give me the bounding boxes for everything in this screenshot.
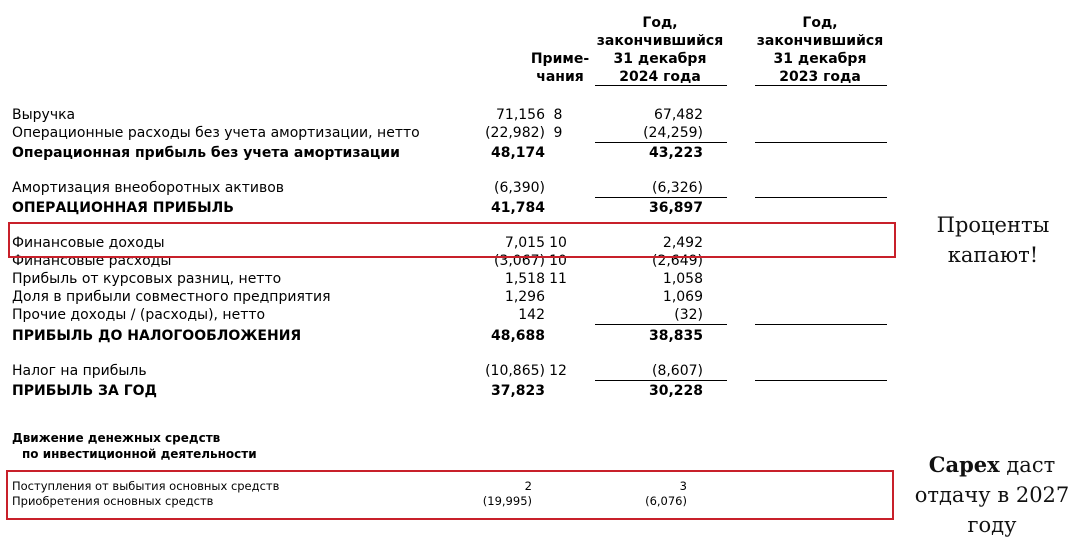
- value-2023: 38,835: [648, 328, 703, 344]
- row-label: ПРИБЫЛЬ ДО НАЛОГООБЛОЖЕНИЯ: [12, 328, 302, 344]
- row-revenue: [0, 106, 900, 124]
- notes-header-line: Приме-: [530, 51, 590, 67]
- subtotal-line: [755, 380, 887, 381]
- col-header-line: 2024 года: [619, 69, 701, 85]
- subtotal-line: [595, 324, 727, 325]
- annotation-interest: [918, 210, 1068, 270]
- row-pbt: [0, 327, 900, 345]
- row-note: 11: [549, 271, 567, 287]
- value-2023: (6,326): [651, 180, 703, 196]
- row-net-profit: [0, 382, 900, 400]
- value-2023: 36,897: [648, 200, 703, 216]
- row-note: 10: [549, 253, 567, 269]
- row-other: [0, 306, 900, 324]
- value-2023: 30,228: [648, 383, 703, 399]
- annotation-line: году: [967, 513, 1017, 537]
- row-label: Доля в прибыли совместного предприятия: [12, 289, 331, 305]
- row-depreciation: [0, 179, 900, 197]
- row-note: 8: [553, 107, 563, 123]
- header-underline: [755, 85, 887, 86]
- annotation-line: Проценты: [936, 213, 1050, 237]
- value-2024: 41,784: [490, 200, 545, 216]
- row-label: Поступления от выбытия основных средств: [12, 479, 280, 493]
- header-underline: [595, 85, 727, 86]
- highlight-finance-income: [8, 222, 896, 258]
- value-2023: 43,223: [648, 145, 703, 161]
- annotation-capex-word: Capex: [928, 452, 1000, 477]
- value-2023: 67,482: [654, 107, 703, 123]
- row-note: 12: [549, 363, 567, 379]
- row-label: Операционная прибыль без учета амортизации: [12, 145, 400, 161]
- subtotal-line: [595, 142, 727, 143]
- value-2024: (10,865): [485, 363, 545, 379]
- row-label: Приобретения основных средств: [12, 494, 214, 508]
- value-2024: 1,518: [504, 271, 545, 287]
- cashflow-title-line: Движение денежных средств: [12, 431, 221, 445]
- value-2024: 2: [524, 479, 532, 493]
- row-operating-profit: [0, 199, 900, 217]
- row-label: Налог на прибыль: [12, 363, 147, 379]
- col-2024-header: [585, 14, 735, 86]
- notes-header-line: чания: [536, 69, 584, 85]
- row-oibda: [0, 144, 900, 162]
- value-2023: (32): [674, 307, 703, 323]
- value-2023: 3: [679, 479, 687, 493]
- row-label: Выручка: [12, 107, 76, 123]
- value-2024: 1,296: [504, 289, 545, 305]
- value-2023: 1,069: [662, 289, 703, 305]
- value-2024: 142: [518, 307, 545, 323]
- subtotal-line: [755, 142, 887, 143]
- row-tax: [0, 362, 900, 380]
- subtotal-line: [595, 197, 727, 198]
- row-note: 9: [553, 125, 563, 141]
- value-2023: (8,607): [651, 363, 703, 379]
- row-fx-gain: [0, 270, 900, 288]
- row-jv-share: [0, 288, 900, 306]
- col-header-line: закончившийся: [596, 33, 724, 49]
- row-label: ПРИБЫЛЬ ЗА ГОД: [12, 383, 157, 399]
- col-header-line: закончившийся: [756, 33, 884, 49]
- cashflow-title-line: по инвестиционной деятельности: [22, 447, 257, 461]
- col-header-line: 2023 года: [779, 69, 861, 85]
- col-header-line: 31 декабря: [613, 51, 707, 67]
- value-2024: (22,982): [485, 125, 545, 141]
- annotation-capex: [908, 450, 1076, 540]
- col-header-line: Год,: [802, 15, 838, 31]
- annotation-line: отдачу в 2027: [914, 483, 1070, 507]
- row-label: Прочие доходы / (расходы), нетто: [12, 307, 266, 323]
- value-2023: (6,076): [645, 494, 687, 508]
- subtotal-line: [755, 197, 887, 198]
- value-2024: 48,174: [490, 145, 545, 161]
- col-header-line: Год,: [642, 15, 678, 31]
- subtotal-line: [595, 380, 727, 381]
- col-header-line: 31 декабря: [773, 51, 867, 67]
- value-2024: 37,823: [490, 383, 545, 399]
- value-2023: (24,259): [643, 125, 703, 141]
- row-label: Амортизация внеоборотных активов: [12, 180, 285, 196]
- value-2023: 1,058: [662, 271, 703, 287]
- value-2024: (6,390): [493, 180, 545, 196]
- row-label: Операционные расходы без учета амортизации, нетто: [12, 125, 420, 141]
- value-2024: 71,156: [496, 107, 545, 123]
- annotation-line: [908, 450, 1076, 480]
- row-label: Финансовые расходы: [12, 253, 172, 269]
- subtotal-line: [755, 324, 887, 325]
- annotation-line: капают!: [947, 243, 1039, 267]
- row-note: 10: [549, 235, 567, 251]
- cashflow-title: [12, 430, 257, 462]
- row-opex: [0, 124, 900, 142]
- value-2023: 2,492: [662, 235, 703, 251]
- value-2024: 7,015: [504, 235, 545, 251]
- highlight-capex: [6, 470, 894, 520]
- row-label: ОПЕРАЦИОННАЯ ПРИБЫЛЬ: [12, 200, 234, 216]
- value-2023: (2,649): [651, 253, 703, 269]
- row-label: Прибыль от курсовых разниц, нетто: [12, 271, 282, 287]
- col-2023-header: [745, 14, 895, 86]
- row-label: Финансовые доходы: [12, 235, 165, 251]
- value-2024: (3,067): [493, 253, 545, 269]
- value-2024: (19,995): [482, 494, 532, 508]
- value-2024: 48,688: [490, 328, 545, 344]
- annotation-capex-rest: даст: [999, 453, 1056, 477]
